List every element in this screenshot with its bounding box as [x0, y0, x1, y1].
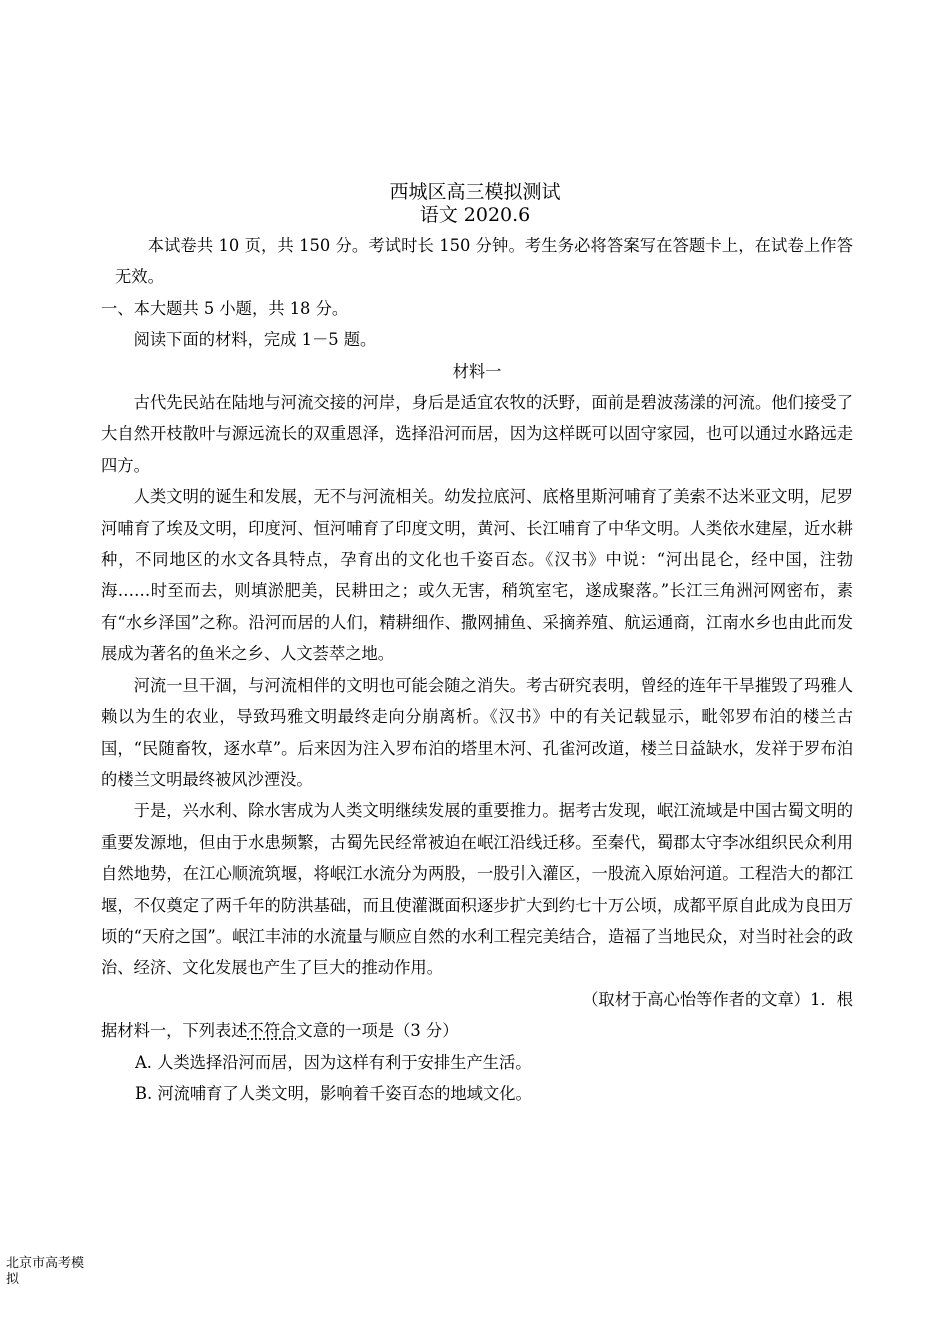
material-paragraph-1: 古代先民站在陆地与河流交接的河岸，身后是适宜农牧的沃野，面前是碧波荡漾的河流。他们接受了大自然开枝散叶与源远流长的双重恩泽，选择沿河而居，因为这样既可以固守家园，也可以通过水路远走四方。 [101, 393, 853, 475]
exam-title: 西城区高三模拟测试 [389, 181, 561, 203]
question-1-text-pre: 据材料一，下列表述 [101, 1021, 248, 1041]
question-1-text-post: 文意的一项是（3 分） [296, 1021, 459, 1041]
exam-subtitle: 语文 2020.6 [419, 204, 531, 226]
source-citation: （取材于高心怡等作者的文章）1．根 [582, 989, 853, 1009]
material-title: 材料一 [452, 361, 502, 381]
footer-watermark: 北京市高考模拟 [6, 1256, 85, 1287]
exam-instructions: 本试卷共 10 页，共 150 分。考试时长 150 分钟。考生务必将答案写在答题卡上，在试卷上作答无效。 [115, 236, 853, 287]
section-heading: 一、本大题共 5 小题，共 18 分。 [101, 298, 349, 318]
material-paragraph-2: 人类文明的诞生和发展，无不与河流相关。幼发拉底河、底格里斯河哺育了美索不达米亚文明，尼罗河哺育了埃及文明，印度河、恒河哺育了印度文明，黄河、长江哺育了中华文明。人类依水建屋，近水耕种，不同地区的水文各具特点，孕育出的文化也千姿百态。《汉书》中说：“河出昆仑，经中国，注勃海……时至而去，则填淤肥美，民耕田之；或久无害，稍筑室宅，遂成聚落。”长江三角洲河网密布，素有“水乡泽国”之称。沿河而居的人们，精耕细作、撒网捕鱼、采摘养殖、航运通商，江南水乡也由此而发展成为著名的鱼米之乡、人文荟萃之地。 [101, 487, 853, 664]
material-paragraph-4: 于是，兴水利、除水害成为人类文明继续发展的重要推力。据考古发现，岷江流域是中国古蜀文明的重要发源地，但由于水患频繁，古蜀先民经常被迫在岷江沿线迁移。至秦代，蜀郡太守李冰组织民众利用自然地势，在江心顺流筑堰，将岷江水流分为两股，一股引入灌区，一股流入原始河道。工程浩大的都江堰，不仅奠定了两千年的防洪基础，而且使灌溉面积逐步扩大到约七十万公顷，成都平原自此成为良田万顷的“天府之国”。岷江丰沛的水流量与顺应自然的水利工程完美结合，造福了当地民众，对当时社会的政治、经济、文化发展也产生了巨大的推动作用。 [101, 801, 853, 978]
question-1-stem [101, 1015, 853, 1046]
material-paragraph-3: 河流一旦干涸，与河流相伴的文明也可能会随之消失。考古研究表明，曾经的连年干旱摧毁了玛雅人赖以为生的农业，导致玛雅文明最终走向分崩离析。《汉书》中的有关记载显示，毗邻罗布泊的楼兰古国，“民随畜牧，逐水草”。后来因为注入罗布泊的塔里木河、孔雀河改道，楼兰日益缺水，发祥于罗布泊的楼兰文明最终被风沙湮没。 [101, 675, 853, 789]
option-b: B. 河流哺育了人类文明，影响着千姿百态的地域文化。 [135, 1083, 532, 1103]
reading-instruction: 阅读下面的材料，完成 1－5 题。 [133, 330, 377, 350]
question-1-emphasis: 不符合 [247, 1021, 297, 1041]
option-a: A. 人类选择沿河而居，因为这样有利于安排生产生活。 [135, 1052, 532, 1072]
exam-body [101, 230, 853, 1109]
